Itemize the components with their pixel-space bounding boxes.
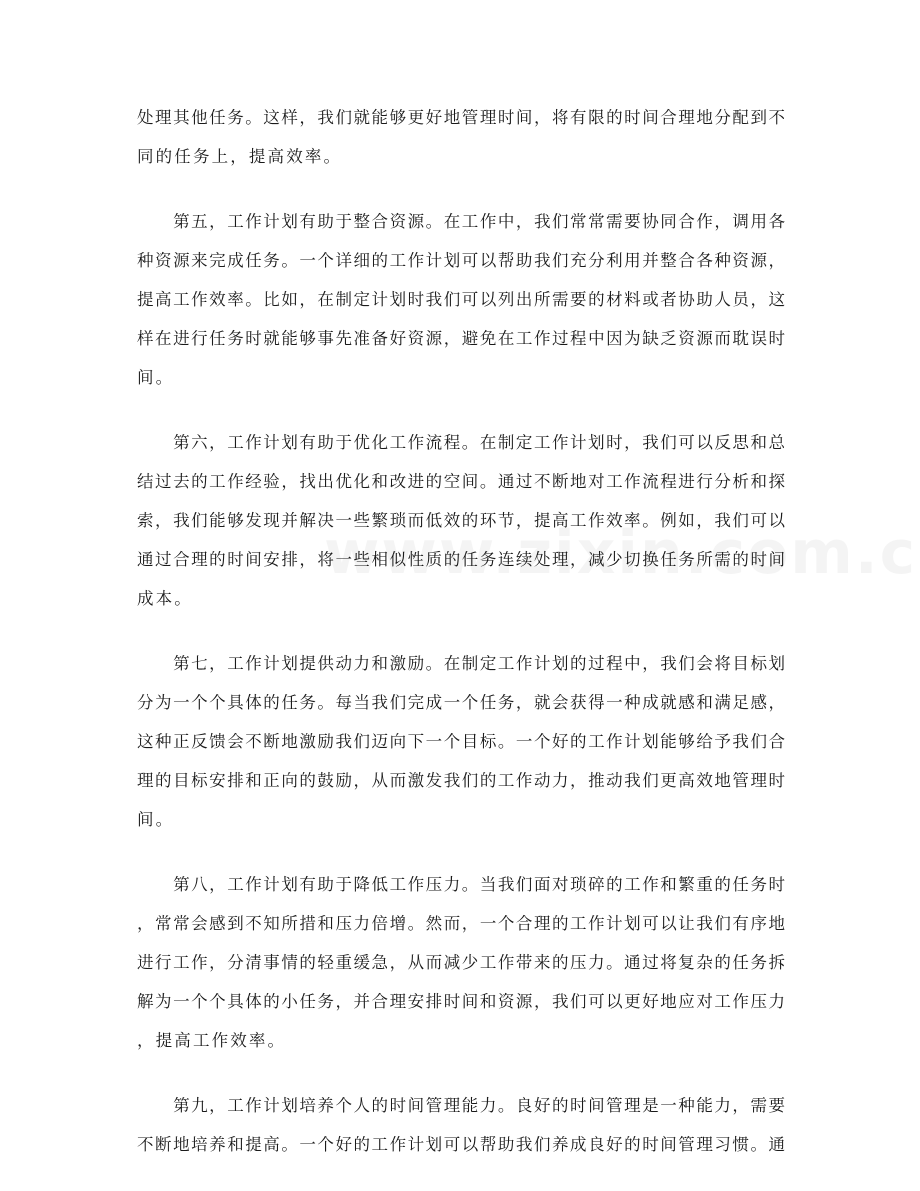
text-line: 第五，工作计划有助于整合资源。在工作中，我们常常需要协同合作，调用各 <box>137 212 785 231</box>
text-line: 处理其他任务。这样，我们就能够更好地管理时间，将有限的时间合理地分配到不 <box>137 108 785 127</box>
text-line: 间。 <box>137 368 175 387</box>
text-line: 提高工作效率。比如，在制定计划时我们可以列出所需要的材料或者协助人员，这 <box>137 290 785 309</box>
paragraph-ninth <box>137 1086 785 1164</box>
text-line: 第七，工作计划提供动力和激励。在制定工作计划的过程中，我们会将目标划 <box>137 654 785 673</box>
paragraph-eighth <box>137 865 785 1060</box>
text-line: 结过去的工作经验，找出优化和改进的空间。通过不断地对工作流程进行分析和探 <box>137 472 785 491</box>
text-line: 第八，工作计划有助于降低工作压力。当我们面对琐碎的工作和繁重的任务时 <box>137 875 785 894</box>
text-line: 分为一个个具体的任务。每当我们完成一个任务，就会获得一种成就感和满足感， <box>137 693 785 712</box>
text-line: 通过合理的时间安排，将一些相似性质的任务连续处理，减少切换任务所需的时间 <box>137 550 785 569</box>
paragraph-fifth <box>137 202 785 397</box>
text-line: 间。 <box>137 810 175 829</box>
text-line: 理的目标安排和正向的鼓励，从而激发我们的工作动力，推动我们更高效地管理时 <box>137 771 785 790</box>
paragraph-seventh <box>137 644 785 839</box>
document-body <box>137 98 785 1164</box>
text-line: 样在进行任务时就能够事先准备好资源，避免在工作过程中因为缺乏资源而耽误时 <box>137 329 785 348</box>
text-line: 第九，工作计划培养个人的时间管理能力。良好的时间管理是一种能力，需要 <box>137 1096 785 1115</box>
text-line: 这种正反馈会不断地激励我们迈向下一个目标。一个好的工作计划能够给予我们合 <box>137 732 785 751</box>
text-line: 第六，工作计划有助于优化工作流程。在制定工作计划时，我们可以反思和总 <box>137 433 785 452</box>
paragraph-continuation <box>137 98 785 176</box>
text-line: ，常常会感到不知所措和压力倍增。然而，一个合理的工作计划可以让我们有序地 <box>137 914 785 933</box>
paragraph-sixth <box>137 423 785 618</box>
text-line: 索，我们能够发现并解决一些繁琐而低效的环节，提高工作效率。例如，我们可以 <box>137 511 785 530</box>
text-line: 解为一个个具体的小任务，并合理安排时间和资源，我们可以更好地应对工作压力 <box>137 992 785 1011</box>
text-line: 种资源来完成任务。一个详细的工作计划可以帮助我们充分利用并整合各种资源， <box>137 251 785 270</box>
text-line: ，提高工作效率。 <box>137 1031 287 1050</box>
text-line: 不断地培养和提高。一个好的工作计划可以帮助我们养成良好的时间管理习惯。通 <box>137 1135 785 1154</box>
text-line: 同的任务上，提高效率。 <box>137 147 343 166</box>
text-line: 进行工作，分清事情的轻重缓急，从而减少工作带来的压力。通过将复杂的任务拆 <box>137 953 785 972</box>
text-line: 成本。 <box>137 589 193 608</box>
